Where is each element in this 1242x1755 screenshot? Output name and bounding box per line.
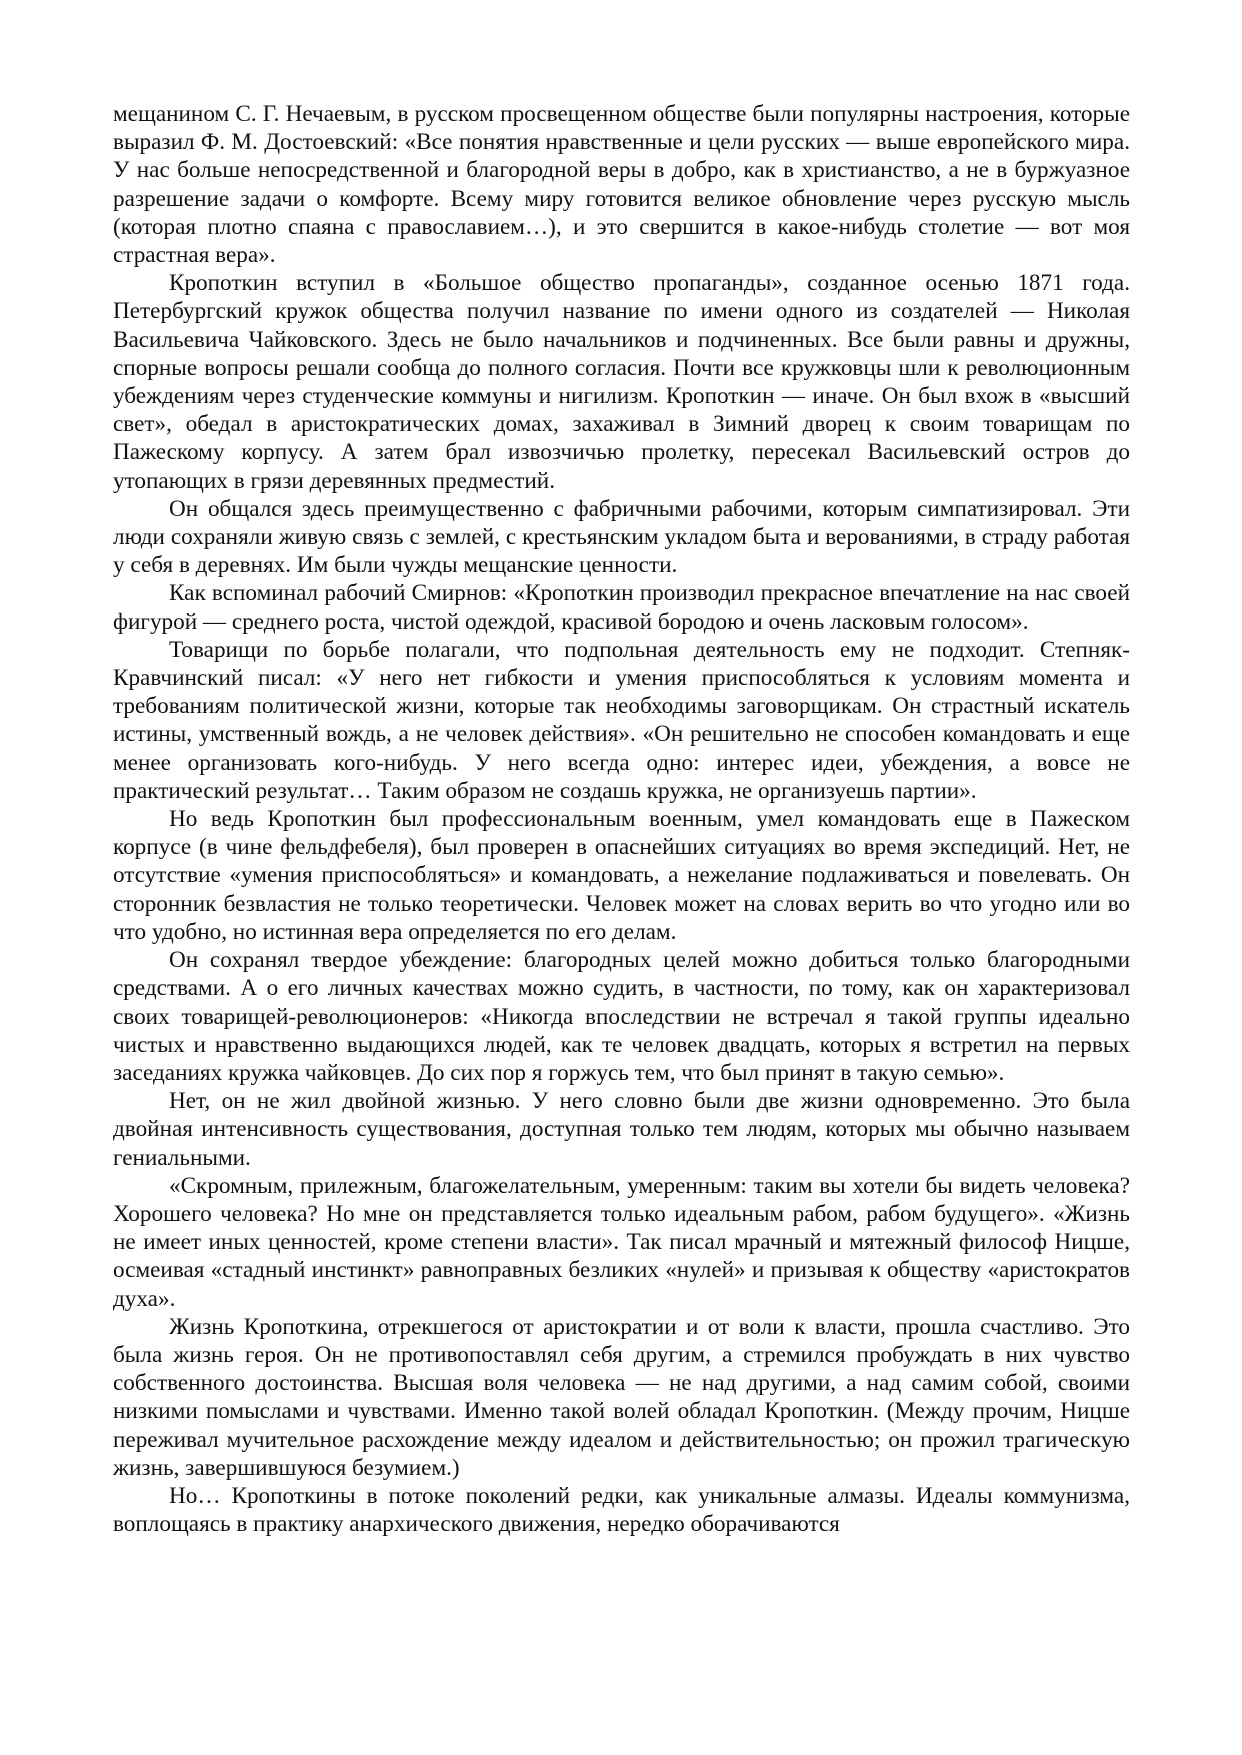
paragraph-3: Он общался здесь преимущественно с фабричными рабочими, которым симпатизировал. Эти люди сохраняли живую связь с землей, с крестьянским укладом быта и верованиями, в страду работая у себя в деревнях. Им были чужды мещанские ценности. [113, 495, 1130, 579]
paragraph-1: мещанином С. Г. Нечаевым, в русском просвещенном обществе были популярны настроения, которые выразил Ф. М. Достоевский: «Все понятия нравственные и цели русских — выше европейского мира. У нас больше непосредственной и благородной веры в добро, как в христианство, а не в буржуазное разрешение задачи о комфорте. Всему миру готовится великое обновление через русскую мысль (которая плотно спаяна с православием…), и это свершится в какое-нибудь столетие — вот моя страстная вера». [113, 101, 1130, 269]
paragraph-7: Он сохранял твердое убеждение: благородных целей можно добиться только благородными средствами. А о его личных качествах можно судить, в частности, по тому, как он характеризовал своих товарищей-революционеров: «Никогда впоследствии не встречал я такой группы идеально чистых и нравственно выдающихся людей, как те человек двадцать, которых я встретил на первых заседаниях кружка чайковцев. До сих пор я горжусь тем, что был принят в такую семью». [113, 947, 1130, 1086]
paragraph-9: «Скромным, прилежным, благожелательным, умеренным: таким вы хотели бы видеть человека? Хорошего человека? Но мне он представляется только идеальным рабом, рабом будущего». «Жизнь не имеет иных ценностей, кроме степени власти». Так писал мрачный и мятежный философ Ницше, осмеивая «стадный инстинкт» равноправных безликих «нулей» и призывая к обществу «аристократов духа». [113, 1172, 1130, 1312]
paragraph-8: Нет, он не жил двойной жизнью. У него словно были две жизни одновременно. Это была двойная интенсивность существования, доступная только тем людям, которых мы обычно называем гениальными. [113, 1088, 1130, 1171]
paragraph-5: Товарищи по борьбе полагали, что подпольная деятельность ему не подходит. Степняк-Кравчинский писал: «У него нет гибкости и умения приспособляться к условиям момента и требованиям политической жизни, которые так необходимы заговорщикам. Он страстный искатель истины, умственный вождь, а не человек действия». «Он решительно не способен командовать и еще менее организовать кого-нибудь. У него всегда одно: интерес идеи, убеждения, а вовсе не практический результат… Таким образом не создашь кружка, не организуешь партии». [113, 636, 1130, 804]
paragraph-2: Кропоткин вступил в «Большое общество пропаганды», созданное осенью 1871 года. Петербургский кружок общества получил название по имени одного из создателей — Николая Васильевича Чайковского. Здесь не было начальников и подчиненных. Все были равны и дружны, спорные вопросы решали сообща до полного согласия. Почти все кружковцы шли к революционным убеждениям через студенческие коммуны и нигилизм. Кропоткин — иначе. Он был вхож в «высший свет», обедал в аристократических домах, захаживал в Зимний дворец к своим товарищам по Пажескому корпусу. А затем брал извозчичью пролетку, пересекал Васильевский остров до утопающих в грязи деревянных предместий. [113, 270, 1130, 494]
document-page [113, 100, 1130, 1538]
paragraph-6: Но ведь Кропоткин был профессиональным военным, умел командовать еще в Пажеском корпусе (в чине фельдфебеля), был проверен в опаснейших ситуациях во время экспедиций. Нет, не отсутствие «умения приспособляться» и командовать, а нежелание подлаживаться и повелевать. Он сторонник безвластия не только теоретически. Человек может на словах верить во что угодно или во что удобно, но истинная вера определяется по его делам. [113, 806, 1130, 945]
paragraph-11: Но… Кропоткины в потоке поколений редки, как уникальные алмазы. Идеалы коммунизма, воплощаясь в практику анархического движения, нередко оборачиваются [113, 1482, 1130, 1538]
paragraph-10: Жизнь Кропоткина, отрекшегося от аристократии и от воли к власти, прошла счастливо. Это была жизнь героя. Он не противопоставлял себя другим, а стремился пробуждать в них чувство собственного достоинства. Высшая воля человека — не над другими, а над самим собой, своими низкими помыслами и чувствами. Именно такой волей обладал Кропоткин. (Между прочим, Ницше переживал мучительное расхождение между идеалом и действительностью; он прожил трагическую жизнь, завершившуюся безумием.) [113, 1313, 1130, 1481]
paragraph-4: Как вспоминал рабочий Смирнов: «Кропоткин производил прекрасное впечатление на нас своей фигурой — среднего роста, чистой одеждой, красивой бородою и очень ласковым голосом». [113, 580, 1130, 635]
